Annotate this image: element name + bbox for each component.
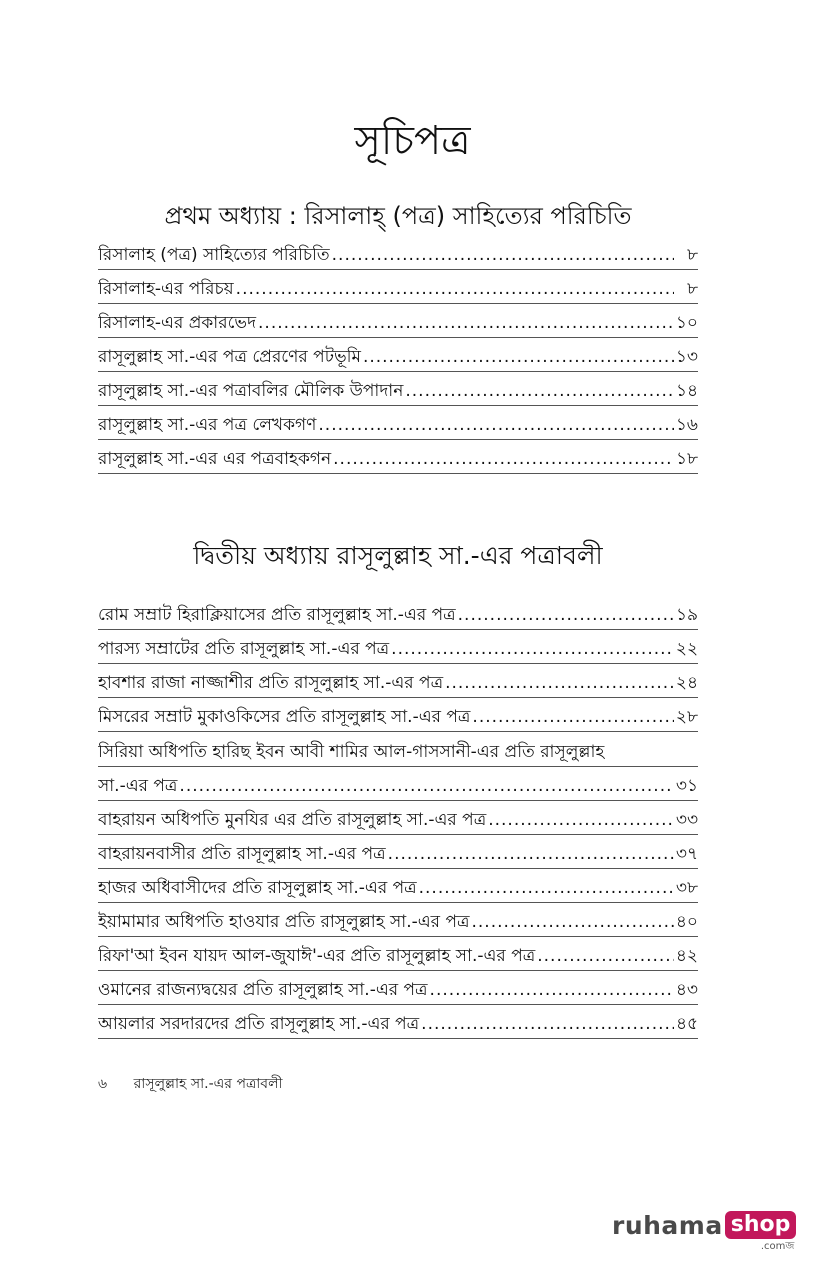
toc-entry[interactable] bbox=[98, 270, 698, 304]
page-footer bbox=[98, 1072, 283, 1096]
toc-entry-title: বাহরায়নবাসীর প্রতি রাসূলুল্লাহ সা.-এর পত্র bbox=[98, 844, 386, 864]
chapter-2-heading: দ্বিতীয় অধ্যায় রাসূলুল্লাহ সা.-এর পত্রাবলী bbox=[193, 541, 603, 570]
ruhamashop-logo bbox=[612, 1211, 796, 1251]
toc-entry-title: রোম সম্রাট হিরাক্লিয়াসের প্রতি রাসূলুল্লাহ সা.-এর পত্র bbox=[98, 605, 456, 625]
logo-badge bbox=[725, 1211, 797, 1252]
toc-entry[interactable] bbox=[98, 903, 698, 937]
toc-entry[interactable] bbox=[98, 732, 698, 801]
dot-leader bbox=[419, 877, 674, 899]
toc-entry[interactable] bbox=[98, 869, 698, 903]
toc-entry-page: ৪০ bbox=[675, 912, 698, 932]
logo-suffix: .comজ bbox=[760, 1241, 795, 1252]
dot-leader bbox=[388, 843, 674, 865]
toc-entry-continuation bbox=[98, 767, 698, 797]
dot-leader bbox=[391, 638, 674, 660]
toc-entry-page: ৩৩ bbox=[675, 810, 698, 830]
toc-entry-title: পারস্য সম্রাটের প্রতি রাসূলুল্লাহ সা.-এর পত্র bbox=[98, 639, 390, 659]
dot-leader bbox=[445, 672, 674, 694]
toc-entry-page: ১০ bbox=[675, 313, 698, 333]
toc-entry-page: ৩৮ bbox=[675, 878, 698, 898]
dot-leader bbox=[179, 775, 673, 797]
toc-entry-title: হাবশার রাজা নাজ্জাশীর প্রতি রাসূলুল্লাহ সা.-এর পত্র bbox=[98, 673, 444, 693]
dot-leader bbox=[472, 706, 673, 728]
toc-entry-title: রিসালাহ (পত্র) সাহিত্যের পরিচিতি bbox=[98, 245, 330, 265]
toc-entry[interactable] bbox=[98, 664, 698, 698]
toc-entry[interactable] bbox=[98, 440, 698, 474]
toc-entry-title: রিসালাহ-এর প্রকারভেদ bbox=[98, 313, 257, 333]
toc-entry-page: ৩১ bbox=[675, 776, 698, 796]
toc-entry-title: রাসূলুল্লাহ সা.-এর পত্র প্রেরণের পটভূমি bbox=[98, 347, 361, 367]
toc-entry-page: ১৮ bbox=[675, 449, 698, 469]
page-number: ৬ bbox=[98, 1076, 108, 1092]
toc-entry-page: ৮ bbox=[686, 245, 698, 265]
toc-entry-page: ২৮ bbox=[675, 707, 698, 727]
toc-entry-page: ৪২ bbox=[675, 946, 698, 966]
toc-entry[interactable] bbox=[98, 406, 698, 440]
toc-entry-page: ৩৭ bbox=[675, 844, 698, 864]
dot-leader bbox=[405, 380, 674, 402]
chapter-2-toc-list bbox=[98, 596, 698, 1039]
toc-entry-title: ওমানের রাজন্যদ্বয়ের প্রতি রাসূলুল্লাহ সা.-এর পত্র bbox=[98, 980, 428, 1000]
toc-entry-page: ২৪ bbox=[675, 673, 698, 693]
toc-entry[interactable] bbox=[98, 236, 698, 270]
dot-leader bbox=[332, 244, 674, 266]
toc-entry-title: রাসূলুল্লাহ সা.-এর এর পত্রবাহকগন bbox=[98, 449, 332, 469]
chapter-1-heading: প্রথম অধ্যায় : রিসালাহ্ (পত্র) সাহিত্যের পরিচিতি bbox=[164, 202, 632, 230]
dot-leader bbox=[458, 604, 674, 626]
chapter-1-toc-list bbox=[98, 236, 698, 474]
toc-entry-title: সিরিয়া অধিপতি হারিছ ইবন আবী শামির আল-গাসসানী-এর প্রতি রাসূলুল্লাহ bbox=[98, 738, 698, 767]
toc-entry-title-cont: সা.-এর পত্র bbox=[98, 776, 178, 796]
dot-leader bbox=[471, 911, 673, 933]
dot-leader bbox=[537, 945, 674, 967]
toc-entry-page: ১৪ bbox=[675, 381, 698, 401]
toc-entry[interactable] bbox=[98, 304, 698, 338]
page-title: সূচিপত্র bbox=[354, 117, 471, 164]
toc-entry-page: ৪৩ bbox=[675, 980, 698, 1000]
dot-leader bbox=[363, 346, 674, 368]
logo-word-ruhama: ruhama bbox=[612, 1211, 723, 1240]
toc-entry-page: ১৬ bbox=[675, 415, 698, 435]
toc-entry[interactable] bbox=[98, 835, 698, 869]
dot-leader bbox=[236, 278, 674, 300]
toc-entry-title: রিসালাহ-এর পরিচয় bbox=[98, 279, 234, 299]
toc-entry[interactable] bbox=[98, 372, 698, 406]
toc-entry[interactable] bbox=[98, 801, 698, 835]
dot-leader bbox=[488, 809, 674, 831]
toc-entry[interactable] bbox=[98, 338, 698, 372]
toc-entry[interactable] bbox=[98, 1005, 698, 1039]
dot-leader bbox=[421, 1013, 674, 1035]
toc-entry-page: ১৩ bbox=[675, 347, 698, 367]
toc-entry-title: রিফা'আ ইবন যায়দ আল-জুযাঈ'-এর প্রতি রাসূলুল্লাহ সা.-এর পত্র bbox=[98, 946, 536, 966]
toc-entry[interactable] bbox=[98, 698, 698, 732]
toc-entry-title: ইয়ামামার অধিপতি হাওযার প্রতি রাসূলুল্লাহ সা.-এর পত্র bbox=[98, 912, 470, 932]
toc-entry-page: ৮ bbox=[686, 279, 698, 299]
dot-leader bbox=[333, 448, 674, 470]
dot-leader bbox=[430, 979, 674, 1001]
toc-entry-page: ২২ bbox=[675, 639, 698, 659]
toc-entry-page: ১৯ bbox=[675, 605, 698, 625]
toc-entry-title: বাহরায়ন অধিপতি মুনযির এর প্রতি রাসূলুল্লাহ সা.-এর পত্র bbox=[98, 810, 487, 830]
running-title: রাসূলুল্লাহ সা.-এর পত্রাবলী bbox=[133, 1076, 283, 1092]
toc-entry-title: মিসরের সম্রাট মুকাওকিসের প্রতি রাসূলুল্লাহ সা.-এর পত্র bbox=[98, 707, 471, 727]
toc-entry[interactable] bbox=[98, 596, 698, 630]
dot-leader bbox=[318, 414, 674, 436]
toc-entry[interactable] bbox=[98, 630, 698, 664]
dot-leader bbox=[258, 312, 674, 334]
toc-entry-title: হাজর অধিবাসীদের প্রতি রাসূলুল্লাহ সা.-এর পত্র bbox=[98, 878, 417, 898]
toc-entry-title: রাসূলুল্লাহ সা.-এর পত্র লেখকগণ bbox=[98, 415, 317, 435]
toc-entry[interactable] bbox=[98, 971, 698, 1005]
toc-entry-title: রাসূলুল্লাহ সা.-এর পত্রাবলির মৌলিক উপাদান bbox=[98, 381, 404, 401]
toc-entry-title: আয়লার সরদারদের প্রতি রাসূলুল্লাহ সা.-এর পত্র bbox=[98, 1014, 420, 1034]
logo-word-shop: shop bbox=[725, 1211, 797, 1239]
toc-entry-page: ৪৫ bbox=[675, 1014, 698, 1034]
toc-entry[interactable] bbox=[98, 937, 698, 971]
